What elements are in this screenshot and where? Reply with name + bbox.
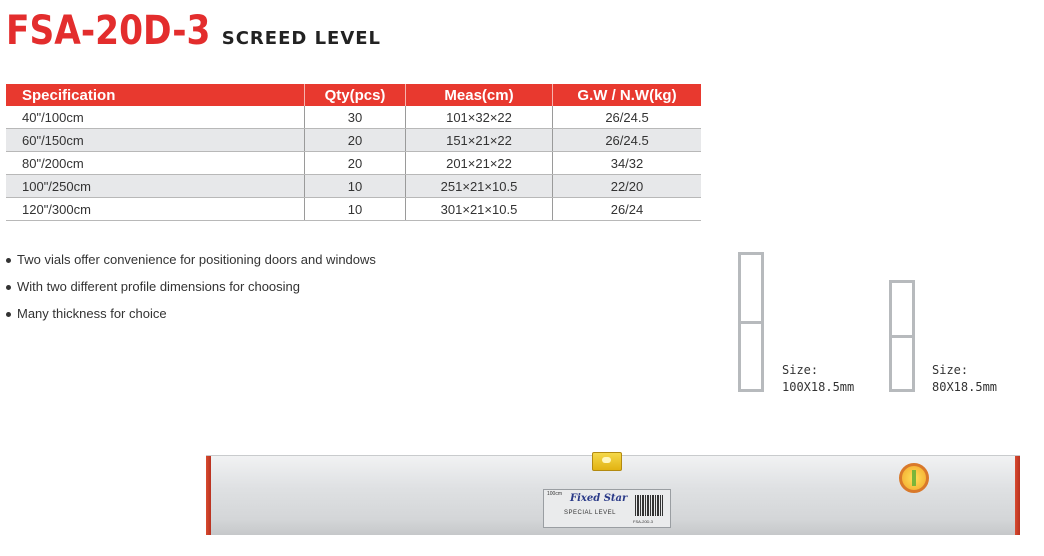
cell-specification: 120"/300cm (6, 198, 305, 221)
product-label-plate (543, 489, 671, 528)
end-cap-left (206, 456, 211, 535)
table-row (6, 129, 701, 152)
cell-meas: 101×32×22 (406, 106, 553, 129)
table-row (6, 175, 701, 198)
feature-item (6, 252, 376, 279)
bullet-icon (6, 285, 11, 290)
size-label: Size: (932, 363, 969, 377)
cell-weight: 22/20 (553, 175, 702, 198)
table-row (6, 152, 701, 175)
feature-text: Many thickness for choice (17, 306, 167, 321)
profile-cross-section-large (738, 252, 764, 392)
cell-specification: 60"/150cm (6, 129, 305, 152)
cell-meas: 251×21×10.5 (406, 175, 553, 198)
cell-weight: 26/24.5 (553, 106, 702, 129)
col-header-weight: G.W / N.W(kg) (553, 84, 702, 106)
size-value: 100X18.5mm (782, 380, 855, 394)
cell-meas: 201×21×22 (406, 152, 553, 175)
col-header-specification: Specification (6, 84, 305, 106)
vertical-vial-icon (899, 463, 929, 493)
feature-text: With two different profile dimensions for choosing (17, 279, 301, 294)
horizontal-vial-icon (592, 452, 622, 471)
feature-text: Two vials offer convenience for positioning doors and windows (17, 252, 376, 267)
cell-specification: 40"/100cm (6, 106, 305, 129)
cell-specification: 80"/200cm (6, 152, 305, 175)
cell-weight: 34/32 (553, 152, 702, 175)
size-value: 80X18.5mm (932, 380, 998, 394)
cell-specification: 100"/250cm (6, 175, 305, 198)
brand-logo: Fixed Star (570, 493, 628, 504)
table-row (6, 198, 701, 221)
spec-table (6, 84, 701, 221)
size-label: Size: (782, 363, 819, 377)
cell-qty: 10 (305, 198, 406, 221)
feature-item (6, 279, 376, 306)
feature-item (6, 306, 376, 333)
label-text: SPECIAL LEVEL (564, 510, 616, 516)
bullet-icon (6, 312, 11, 317)
col-header-meas: Meas(cm) (406, 84, 553, 106)
cell-weight: 26/24.5 (553, 129, 702, 152)
barcode-icon (635, 495, 663, 516)
cell-qty: 30 (305, 106, 406, 129)
label-length: 100cm (547, 491, 563, 497)
page-header (6, 8, 381, 54)
profile-cross-section-small (889, 280, 915, 392)
col-header-qty: Qty(pcs) (305, 84, 406, 106)
model-number: FSA-20D-3 (6, 8, 211, 54)
cell-weight: 26/24 (553, 198, 702, 221)
bullet-icon (6, 258, 11, 263)
label-code: FSA-20D-3 (633, 519, 654, 524)
cell-qty: 20 (305, 129, 406, 152)
end-cap-right (1015, 456, 1020, 535)
profile-divider (889, 335, 915, 338)
profile-divider (738, 321, 764, 324)
feature-list (6, 252, 376, 333)
cell-meas: 151×21×22 (406, 129, 553, 152)
profile-size-small (932, 362, 997, 396)
product-type: SCREED LEVEL (221, 28, 382, 49)
cell-meas: 301×21×10.5 (406, 198, 553, 221)
cell-qty: 20 (305, 152, 406, 175)
profile-size-large (782, 362, 854, 396)
screed-level-image (206, 455, 1020, 535)
table-row (6, 106, 701, 129)
table-header-row (6, 84, 701, 106)
cell-qty: 10 (305, 175, 406, 198)
